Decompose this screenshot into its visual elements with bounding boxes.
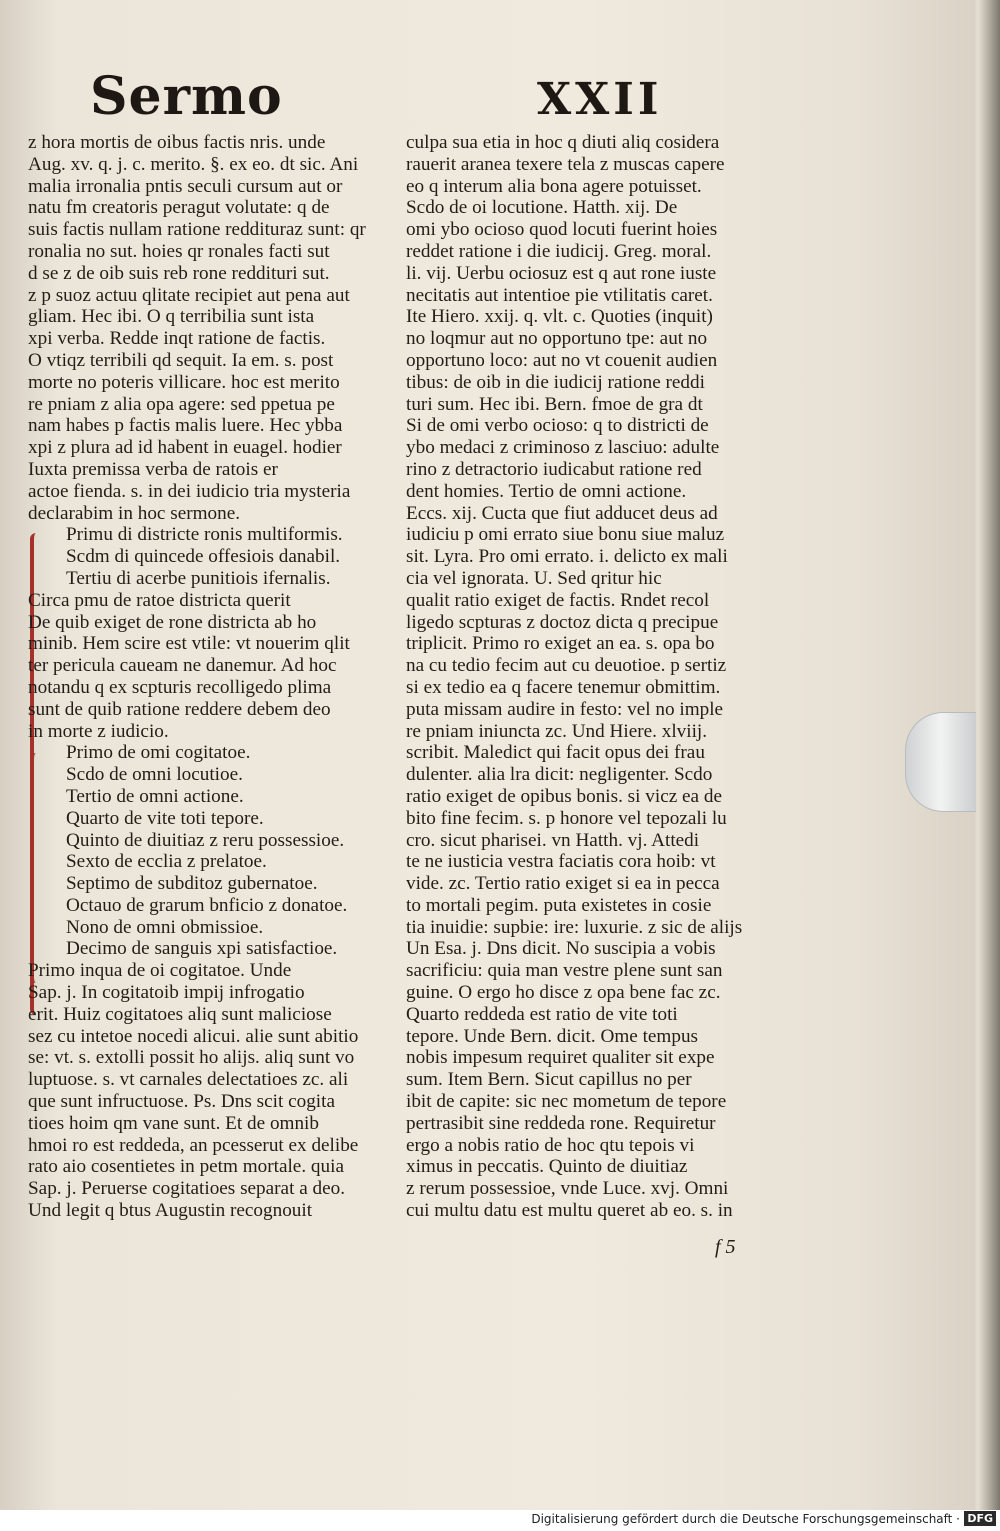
- text-line: ligedo scpturas z doctoz dicta q precipue: [406, 611, 719, 633]
- text-line: d se z de oib suis reb rone reddituri sut.: [28, 262, 330, 284]
- text-line: morte no poteris villicare. hoc est merito: [28, 371, 340, 393]
- text-line: li. vij. Uerbu ociosuz est q aut rone iuste: [406, 262, 717, 284]
- text-line: Primo inqua de oi cogitatoe. Unde: [28, 960, 292, 982]
- footer-text: Digitalisierung gefördert durch die Deutsche Forschungsgemeinschaft ·: [531, 1512, 960, 1526]
- text-line: se: vt. s. extolli possit ho alijs. aliq sunt vo: [28, 1047, 355, 1069]
- text-line: hmoi ro est reddeda, an pcesserut ex delibe: [28, 1134, 359, 1156]
- text-line: Iuxta premissa verba de ratois er: [28, 458, 278, 480]
- text-line: no loqmur aut no opportuno tpe: aut no: [406, 328, 708, 350]
- text-line: Un Esa. j. Dns dicit. No suscipia a vobis: [406, 938, 716, 960]
- text-line: Scdo de oi locutione. Hatth. xij. De: [406, 197, 678, 219]
- text-line: Sap. j. Peruerse cogitatioes separat a deo.: [28, 1178, 346, 1200]
- dfg-logo: DFG: [964, 1511, 996, 1526]
- text-line: qualit ratio exiget de factis. Rndet recol: [406, 589, 710, 611]
- text-line: si ex tedio ea q facere tenemur obmittim.: [406, 676, 721, 698]
- text-line: cui multu datu est multu queret ab eo. s. in: [406, 1200, 733, 1222]
- text-line: ximus in peccatis. Quinto de diuitiaz: [406, 1156, 688, 1178]
- text-line: Eccs. xij. Cucta que fiut adducet deus ad: [406, 502, 718, 524]
- text-line: nobis impesum requiret qualiter sit expe: [406, 1047, 715, 1069]
- text-line: to mortali pegim. puta existetes in cosie: [406, 894, 712, 916]
- list-item: Scdm di quincede offesiois danabil.: [66, 546, 341, 568]
- list-item: Scdo de omni locutioe.: [66, 764, 243, 786]
- text-line: sunt de quib ratione reddere debem deo: [28, 698, 331, 720]
- text-line: cia vel ignorata. U. Sed qritur hic: [406, 567, 662, 589]
- text-line: sacrificiu: quia man vestre plene sunt san: [406, 960, 723, 982]
- text-line: rato aio cosentietes in petm mortale. quia: [28, 1156, 344, 1178]
- right-text-block: [406, 132, 798, 1222]
- list-item: Tertio de omni actione.: [66, 785, 244, 807]
- left-text-block: [28, 960, 410, 1222]
- text-line: in morte z iudicio.: [28, 720, 169, 742]
- text-line: rauerit aranea texere tela z muscas capere: [406, 153, 725, 175]
- left-text-block: [28, 590, 410, 743]
- text-line: Circa pmu de ratoe districta querit: [28, 589, 291, 611]
- text-line: sum. Item Bern. Sicut capillus no per: [406, 1069, 692, 1091]
- text-line: Ite Hiero. xxij. q. vlt. c. Quoties (inquit): [406, 306, 713, 328]
- text-line: eo q interum alia bona agere potuisset.: [406, 175, 702, 197]
- text-line: bito fine fecim. s. p honore vel tepozali lu: [406, 807, 727, 829]
- list-item: Primo de omi cogitatoe.: [66, 742, 251, 764]
- left-column: [28, 132, 410, 1222]
- right-column: [406, 132, 798, 1222]
- text-line: vide. zc. Tertio ratio exiget si ea in pecca: [406, 873, 720, 895]
- text-line: xpi z plura ad id habent in euagel. hodier: [28, 437, 342, 459]
- text-line: Quarto reddeda est ratio de vite toti: [406, 1003, 678, 1025]
- list-item: Primu di districte ronis multiformis.: [66, 524, 343, 546]
- text-line: dulenter. alia lra dicit: negligenter. Scdo: [406, 764, 713, 786]
- text-line: tepore. Unde Bern. dicit. Ome tempus: [406, 1025, 699, 1047]
- text-line: minib. Hem scire est vtile: vt nouerim qlit: [28, 633, 350, 655]
- text-line: re pniam z alia opa agere: sed ppetua pe: [28, 393, 335, 415]
- list-item: Tertiu di acerbe punitiois ifernalis.: [66, 567, 331, 589]
- text-line: ybo medaci z criminoso z lasciuo: adulte: [406, 437, 720, 459]
- text-line: O vtiqz terribili qd sequit. Ia em. s. post: [28, 349, 334, 371]
- text-line: opportuno loco: aut no vt couenit audien: [406, 349, 718, 371]
- signature-mark: f 5: [715, 1236, 736, 1258]
- text-line: guine. O ergo ho disce z opa bene fac zc.: [406, 982, 721, 1004]
- text-line: rino z detractorio iudicabut ratione red: [406, 458, 702, 480]
- text-line: te ne iusticia vestra faciatis cora hoib: vt: [406, 851, 716, 873]
- text-line: nam habes p factis malis luere. Hec ybba: [28, 415, 343, 437]
- running-head-left: Sermo: [90, 66, 283, 127]
- text-line: luptuose. s. vt carnales delectatioes zc. ali: [28, 1069, 349, 1091]
- text-line: declarabim in hoc sermone.: [28, 502, 241, 524]
- text-line: malia irronalia pntis seculi cursum aut or: [28, 175, 343, 197]
- text-line: sez cu intetoe nocedi alicui. alie sunt abitio: [28, 1025, 359, 1047]
- list-item: Septimo de subditoz gubernatoe.: [66, 873, 318, 895]
- list-item: Nono de omni obmissioe.: [66, 916, 264, 938]
- text-line: Aug. xv. q. j. c. merito. §. ex eo. dt sic. Ani: [28, 153, 359, 175]
- text-line: necitatis aut intentioe pie vtilitatis caret.: [406, 284, 713, 306]
- text-line: erit. Huiz cogitatoes aliq sunt maliciose: [28, 1003, 332, 1025]
- list-item: Decimo de sanguis xpi satisfactioe.: [66, 938, 338, 960]
- text-line: sit. Lyra. Pro omi errato. i. delicto ex mali: [406, 546, 728, 568]
- text-line: culpa sua etia in hoc q diuti aliq cosidera: [406, 132, 720, 153]
- text-line: scribit. Maledict qui facit opus dei frau: [406, 742, 705, 764]
- text-line: tioes hoim qm vane sunt. Et de omnib: [28, 1112, 319, 1134]
- page-clip: [905, 712, 976, 812]
- text-line: ratio exiget de opibus bonis. si vicz ea de: [406, 785, 722, 807]
- text-line: tibus: de oib in die iudicij ratione reddi: [406, 371, 705, 393]
- list-item: Sexto de ecclia z prelatoe.: [66, 851, 267, 873]
- list-item: Octauo de grarum bnficio z donatoe.: [66, 894, 348, 916]
- list-item: Quarto de vite toti tepore.: [66, 807, 264, 829]
- text-line: dent homies. Tertio de omni actione.: [406, 480, 687, 502]
- text-line: na cu tedio fecim aut cu deuotioe. p sertiz: [406, 655, 727, 677]
- left-list-a: [28, 524, 410, 589]
- text-line: reddet ratione i die iudicij. Greg. moral.: [406, 240, 712, 262]
- text-line: ter pericula caueam ne danemur. Ad hoc: [28, 655, 337, 677]
- text-line: suis factis nullam ratione reddituraz sunt: qr: [28, 219, 366, 241]
- text-line: Si de omi verbo ocioso: q to districti de: [406, 415, 709, 437]
- left-text-block: [28, 132, 410, 524]
- text-line: natu fm creatoris peragut volutate: q de: [28, 197, 330, 219]
- text-line: ibit de capite: sic nec mometum de tepore: [406, 1091, 727, 1113]
- left-list-b: [28, 742, 410, 960]
- text-line: notandu q ex scpturis recolligedo plima: [28, 676, 332, 698]
- text-line: re pniam iniuncta zc. Und Hiere. xlviij.: [406, 720, 708, 742]
- text-line: turi sum. Hec ibi. Bern. fmoe de gra dt: [406, 393, 703, 415]
- text-line: iudiciu p omi errato siue bonu siue maluz: [406, 524, 725, 546]
- text-line: De quib exiget de rone districta ab ho: [28, 611, 317, 633]
- text-line: gliam. Hec ibi. O q terribilia sunt ista: [28, 306, 315, 328]
- text-line: triplicit. Primo ro exiget an ea. s. opa bo: [406, 633, 715, 655]
- text-line: que sunt infructuose. Ps. Dns scit cogita: [28, 1091, 335, 1113]
- text-line: omi ybo ocioso quod locuti fuerint hoies: [406, 219, 718, 241]
- text-line: z p suoz actuu qlitate recipiet aut pena aut: [28, 284, 350, 306]
- text-line: actoe fienda. s. in dei iudicio tria mysteria: [28, 480, 351, 502]
- text-line: ronalia no sut. hoies qr ronales facti sut: [28, 240, 330, 262]
- text-line: tia inuidie: supbie: ire: luxurie. z sic de alijs: [406, 916, 743, 938]
- running-head-right: XXII: [537, 74, 663, 125]
- text-line: xpi verba. Redde inqt ratione de factis.: [28, 328, 326, 350]
- text-line: ergo a nobis ratio de hoc qtu tepois vi: [406, 1134, 695, 1156]
- text-line: puta missam audire in festo: vel no imple: [406, 698, 724, 720]
- text-line: Sap. j. In cogitatoib impij infrogatio: [28, 982, 305, 1004]
- text-line: z hora mortis de oibus factis nris. unde: [28, 132, 326, 153]
- text-line: Und legit q btus Augustin recognouit: [28, 1200, 313, 1222]
- footer-bar: [0, 1510, 1000, 1531]
- text-line: cro. sicut pharisei. vn Hatth. vj. Attedi: [406, 829, 700, 851]
- list-item: Quinto de diuitiaz z reru possessioe.: [66, 829, 345, 851]
- text-line: pertrasibit sine reddeda rone. Requiretur: [406, 1112, 716, 1134]
- text-line: z rerum possessioe, vnde Luce. xvj. Omni: [406, 1178, 729, 1200]
